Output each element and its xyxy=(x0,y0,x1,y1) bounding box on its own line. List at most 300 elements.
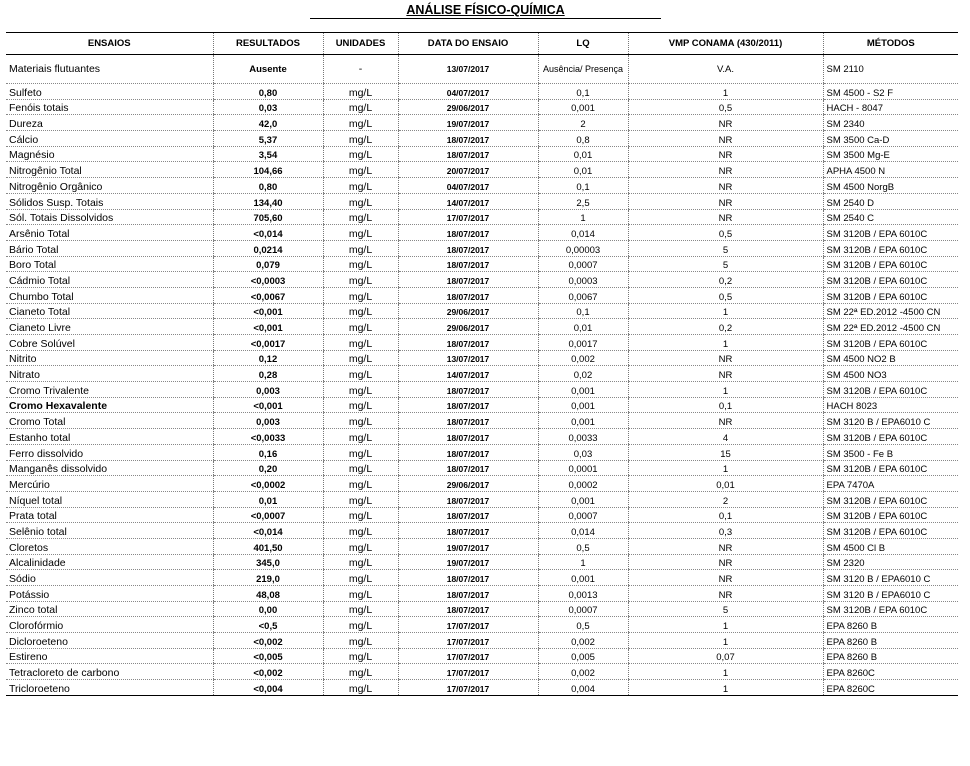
cell-data-ensaio: 18/07/2017 xyxy=(398,146,538,162)
cell-ensaio: Magnésio xyxy=(6,146,213,162)
cell-lq: 0,5 xyxy=(538,538,628,554)
cell-metodo: SM 3500 Ca-D xyxy=(823,131,958,147)
cell-unidade: mg/L xyxy=(323,366,398,382)
cell-ensaio: Estireno xyxy=(6,648,213,664)
cell-vmp: 0,2 xyxy=(628,319,823,335)
cell-vmp: NR xyxy=(628,209,823,225)
cell-data-ensaio: 18/07/2017 xyxy=(398,523,538,539)
header-row xyxy=(6,33,958,55)
table-row xyxy=(6,272,958,288)
cell-data-ensaio: 19/07/2017 xyxy=(398,538,538,554)
cell-unidade: mg/L xyxy=(323,178,398,194)
cell-data-ensaio: 18/07/2017 xyxy=(398,413,538,429)
table-row xyxy=(6,523,958,539)
table-row xyxy=(6,664,958,680)
cell-lq: 0,0013 xyxy=(538,586,628,602)
cell-metodo: SM 4500 NorgB xyxy=(823,178,958,194)
cell-resultado: <0,002 xyxy=(213,664,323,680)
cell-resultado: Ausente xyxy=(213,55,323,84)
cell-data-ensaio: 18/07/2017 xyxy=(398,491,538,507)
cell-resultado: 0,01 xyxy=(213,491,323,507)
cell-lq: 0,001 xyxy=(538,99,628,115)
cell-data-ensaio: 20/07/2017 xyxy=(398,162,538,178)
cell-unidade: mg/L xyxy=(323,413,398,429)
header-data-do-ensaio: DATA DO ENSAIO xyxy=(398,33,538,55)
cell-ensaio: Tetracloreto de carbono xyxy=(6,664,213,680)
cell-lq: 0,0067 xyxy=(538,287,628,303)
cell-vmp: 4 xyxy=(628,429,823,445)
table-row xyxy=(6,287,958,303)
cell-metodo: HACH - 8047 xyxy=(823,99,958,115)
cell-ensaio: Materiais flutuantes xyxy=(6,55,213,84)
cell-resultado: <0,0002 xyxy=(213,476,323,492)
table-row xyxy=(6,476,958,492)
table-row xyxy=(6,617,958,633)
cell-data-ensaio: 29/06/2017 xyxy=(398,319,538,335)
cell-unidade: mg/L xyxy=(323,225,398,241)
cell-resultado: <0,001 xyxy=(213,397,323,413)
cell-resultado: 0,16 xyxy=(213,444,323,460)
cell-vmp: 0,01 xyxy=(628,476,823,492)
cell-metodo: SM 3500 - Fe B xyxy=(823,444,958,460)
cell-unidade: mg/L xyxy=(323,507,398,523)
cell-lq: 0,005 xyxy=(538,648,628,664)
cell-vmp: NR xyxy=(628,350,823,366)
analysis-table xyxy=(6,32,958,696)
cell-resultado: <0,014 xyxy=(213,523,323,539)
cell-ensaio: Tricloroeteno xyxy=(6,680,213,696)
cell-unidade: mg/L xyxy=(323,84,398,100)
cell-metodo: HACH 8023 xyxy=(823,397,958,413)
cell-vmp: 1 xyxy=(628,680,823,696)
cell-resultado: 0,00 xyxy=(213,601,323,617)
cell-metodo: EPA 8260 B xyxy=(823,617,958,633)
cell-unidade: mg/L xyxy=(323,680,398,696)
cell-unidade: mg/L xyxy=(323,523,398,539)
cell-unidade: mg/L xyxy=(323,633,398,649)
cell-data-ensaio: 13/07/2017 xyxy=(398,350,538,366)
cell-lq: 0,001 xyxy=(538,491,628,507)
cell-vmp: 0,1 xyxy=(628,507,823,523)
table-row xyxy=(6,413,958,429)
table-row xyxy=(6,115,958,131)
cell-vmp: 0,5 xyxy=(628,99,823,115)
cell-ensaio: Boro Total xyxy=(6,256,213,272)
cell-vmp: 2 xyxy=(628,491,823,507)
cell-ensaio: Sódio xyxy=(6,570,213,586)
cell-vmp: NR xyxy=(628,178,823,194)
header-ensaios: ENSAIOS xyxy=(6,33,213,55)
cell-metodo: SM 3500 Mg-E xyxy=(823,146,958,162)
cell-unidade: mg/L xyxy=(323,162,398,178)
cell-lq: 0,0007 xyxy=(538,601,628,617)
cell-ensaio: Cromo Trivalente xyxy=(6,382,213,398)
table-row xyxy=(6,444,958,460)
cell-metodo: SM 3120 B / EPA6010 C xyxy=(823,586,958,602)
cell-lq: 0,001 xyxy=(538,570,628,586)
document-title: ANÁLISE FÍSICO-QUÍMICA xyxy=(310,3,661,19)
cell-resultado: <0,001 xyxy=(213,319,323,335)
cell-ensaio: Ferro dissolvido xyxy=(6,444,213,460)
cell-vmp: 0,5 xyxy=(628,287,823,303)
cell-vmp: 5 xyxy=(628,256,823,272)
cell-data-ensaio: 18/07/2017 xyxy=(398,397,538,413)
header-metodos: MÉTODOS xyxy=(823,33,958,55)
cell-data-ensaio: 18/07/2017 xyxy=(398,382,538,398)
cell-unidade: mg/L xyxy=(323,193,398,209)
cell-data-ensaio: 17/07/2017 xyxy=(398,617,538,633)
cell-lq: 0,001 xyxy=(538,382,628,398)
cell-ensaio: Estanho total xyxy=(6,429,213,445)
cell-lq: 0,00003 xyxy=(538,240,628,256)
cell-resultado: 219,0 xyxy=(213,570,323,586)
cell-metodo: APHA 4500 N xyxy=(823,162,958,178)
cell-lq: 0,0003 xyxy=(538,272,628,288)
cell-data-ensaio: 18/07/2017 xyxy=(398,335,538,351)
cell-metodo: SM 3120B / EPA 6010C xyxy=(823,601,958,617)
cell-data-ensaio: 18/07/2017 xyxy=(398,131,538,147)
cell-vmp: 1 xyxy=(628,84,823,100)
cell-data-ensaio: 17/07/2017 xyxy=(398,209,538,225)
cell-ensaio: Dicloroeteno xyxy=(6,633,213,649)
cell-data-ensaio: 18/07/2017 xyxy=(398,460,538,476)
cell-vmp: NR xyxy=(628,538,823,554)
table-row xyxy=(6,335,958,351)
cell-resultado: <0,0007 xyxy=(213,507,323,523)
cell-vmp: 0,07 xyxy=(628,648,823,664)
cell-vmp: 1 xyxy=(628,382,823,398)
cell-metodo: SM 3120B / EPA 6010C xyxy=(823,491,958,507)
table-row xyxy=(6,99,958,115)
cell-unidade: mg/L xyxy=(323,146,398,162)
cell-ensaio: Cromo Total xyxy=(6,413,213,429)
cell-data-ensaio: 19/07/2017 xyxy=(398,554,538,570)
cell-ensaio: Sól. Totais Dissolvidos xyxy=(6,209,213,225)
cell-resultado: 0,03 xyxy=(213,99,323,115)
cell-resultado: 0,80 xyxy=(213,178,323,194)
table-body xyxy=(6,55,958,696)
cell-resultado: <0,0033 xyxy=(213,429,323,445)
table-row xyxy=(6,491,958,507)
cell-ensaio: Cianeto Livre xyxy=(6,319,213,335)
cell-resultado: <0,5 xyxy=(213,617,323,633)
cell-vmp: V.A. xyxy=(628,55,823,84)
cell-data-ensaio: 18/07/2017 xyxy=(398,570,538,586)
cell-resultado: 42,0 xyxy=(213,115,323,131)
cell-vmp: 0,2 xyxy=(628,272,823,288)
cell-resultado: 3,54 xyxy=(213,146,323,162)
cell-data-ensaio: 18/07/2017 xyxy=(398,507,538,523)
cell-ensaio: Clorofórmio xyxy=(6,617,213,633)
cell-ensaio: Sulfeto xyxy=(6,84,213,100)
cell-resultado: <0,0067 xyxy=(213,287,323,303)
cell-ensaio: Nitrogênio Total xyxy=(6,162,213,178)
cell-lq: 0,014 xyxy=(538,225,628,241)
cell-resultado: <0,005 xyxy=(213,648,323,664)
cell-metodo: SM 22ª ED.2012 -4500 CN xyxy=(823,303,958,319)
cell-metodo: SM 3120B / EPA 6010C xyxy=(823,429,958,445)
cell-unidade: mg/L xyxy=(323,601,398,617)
table-row xyxy=(6,256,958,272)
cell-lq: 0,5 xyxy=(538,617,628,633)
table-row xyxy=(6,633,958,649)
cell-resultado: <0,014 xyxy=(213,225,323,241)
cell-data-ensaio: 18/07/2017 xyxy=(398,225,538,241)
cell-resultado: 705,60 xyxy=(213,209,323,225)
cell-metodo: SM 2340 xyxy=(823,115,958,131)
cell-vmp: 5 xyxy=(628,240,823,256)
cell-data-ensaio: 18/07/2017 xyxy=(398,287,538,303)
cell-resultado: 0,20 xyxy=(213,460,323,476)
cell-data-ensaio: 29/06/2017 xyxy=(398,476,538,492)
cell-ensaio: Potássio xyxy=(6,586,213,602)
cell-resultado: 0,079 xyxy=(213,256,323,272)
cell-vmp: 0,3 xyxy=(628,523,823,539)
table-row xyxy=(6,162,958,178)
cell-ensaio: Dureza xyxy=(6,115,213,131)
table-row xyxy=(6,648,958,664)
cell-metodo: SM 4500 NO2 B xyxy=(823,350,958,366)
cell-data-ensaio: 18/07/2017 xyxy=(398,444,538,460)
cell-lq: 0,0002 xyxy=(538,476,628,492)
cell-data-ensaio: 19/07/2017 xyxy=(398,115,538,131)
table-row xyxy=(6,303,958,319)
cell-ensaio: Selênio total xyxy=(6,523,213,539)
cell-metodo: SM 3120B / EPA 6010C xyxy=(823,256,958,272)
cell-metodo: EPA 8260 B xyxy=(823,648,958,664)
cell-vmp: 5 xyxy=(628,601,823,617)
cell-lq: 0,01 xyxy=(538,319,628,335)
cell-lq: 0,002 xyxy=(538,664,628,680)
cell-lq: 1 xyxy=(538,554,628,570)
header-lq: LQ xyxy=(538,33,628,55)
cell-vmp: NR xyxy=(628,162,823,178)
cell-metodo: SM 3120B / EPA 6010C xyxy=(823,523,958,539)
cell-ensaio: Fenóis totais xyxy=(6,99,213,115)
table-row xyxy=(6,507,958,523)
cell-data-ensaio: 18/07/2017 xyxy=(398,256,538,272)
cell-metodo: SM 3120B / EPA 6010C xyxy=(823,240,958,256)
cell-data-ensaio: 18/07/2017 xyxy=(398,601,538,617)
table-row xyxy=(6,382,958,398)
cell-unidade: mg/L xyxy=(323,335,398,351)
cell-resultado: 104,66 xyxy=(213,162,323,178)
cell-metodo: SM 3120B / EPA 6010C xyxy=(823,507,958,523)
cell-ensaio: Zinco total xyxy=(6,601,213,617)
cell-ensaio: Alcalinidade xyxy=(6,554,213,570)
cell-vmp: NR xyxy=(628,366,823,382)
table-row xyxy=(6,570,958,586)
cell-resultado: 0,003 xyxy=(213,382,323,398)
cell-resultado: <0,001 xyxy=(213,303,323,319)
table-row xyxy=(6,460,958,476)
cell-data-ensaio: 14/07/2017 xyxy=(398,193,538,209)
cell-unidade: mg/L xyxy=(323,476,398,492)
cell-data-ensaio: 04/07/2017 xyxy=(398,178,538,194)
cell-ensaio: Cianeto Total xyxy=(6,303,213,319)
cell-resultado: 0,28 xyxy=(213,366,323,382)
cell-resultado: 0,80 xyxy=(213,84,323,100)
cell-lq: 0,8 xyxy=(538,131,628,147)
header-vmp-conama: VMP CONAMA (430/2011) xyxy=(628,33,823,55)
cell-ensaio: Cobre Solúvel xyxy=(6,335,213,351)
cell-metodo: EPA 8260 B xyxy=(823,633,958,649)
cell-lq: Ausência/ Presença xyxy=(538,55,628,84)
table-row xyxy=(6,225,958,241)
cell-ensaio: Bário Total xyxy=(6,240,213,256)
cell-resultado: 0,003 xyxy=(213,413,323,429)
cell-vmp: NR xyxy=(628,146,823,162)
cell-lq: 2,5 xyxy=(538,193,628,209)
cell-lq: 0,03 xyxy=(538,444,628,460)
cell-unidade: - xyxy=(323,55,398,84)
table-row xyxy=(6,319,958,335)
header-resultados: RESULTADOS xyxy=(213,33,323,55)
table-row xyxy=(6,680,958,696)
cell-resultado: 345,0 xyxy=(213,554,323,570)
cell-data-ensaio: 13/07/2017 xyxy=(398,55,538,84)
cell-lq: 0,1 xyxy=(538,303,628,319)
cell-lq: 0,001 xyxy=(538,397,628,413)
cell-metodo: SM 3120B / EPA 6010C xyxy=(823,460,958,476)
cell-lq: 0,1 xyxy=(538,84,628,100)
cell-ensaio: Nitrato xyxy=(6,366,213,382)
cell-data-ensaio: 18/07/2017 xyxy=(398,586,538,602)
cell-unidade: mg/L xyxy=(323,131,398,147)
table-row xyxy=(6,178,958,194)
cell-unidade: mg/L xyxy=(323,272,398,288)
cell-lq: 0,0001 xyxy=(538,460,628,476)
cell-metodo: SM 2110 xyxy=(823,55,958,84)
cell-vmp: 1 xyxy=(628,617,823,633)
cell-lq: 0,0007 xyxy=(538,256,628,272)
table-row xyxy=(6,350,958,366)
cell-lq: 0,004 xyxy=(538,680,628,696)
cell-data-ensaio: 14/07/2017 xyxy=(398,366,538,382)
cell-data-ensaio: 18/07/2017 xyxy=(398,429,538,445)
cell-lq: 0,01 xyxy=(538,146,628,162)
table-row xyxy=(6,193,958,209)
cell-vmp: 1 xyxy=(628,664,823,680)
cell-unidade: mg/L xyxy=(323,287,398,303)
cell-lq: 2 xyxy=(538,115,628,131)
cell-vmp: NR xyxy=(628,193,823,209)
cell-lq: 0,01 xyxy=(538,162,628,178)
cell-lq: 0,02 xyxy=(538,366,628,382)
cell-data-ensaio: 29/06/2017 xyxy=(398,303,538,319)
cell-ensaio: Manganês dissolvido xyxy=(6,460,213,476)
cell-ensaio: Cálcio xyxy=(6,131,213,147)
cell-metodo: SM 3120B / EPA 6010C xyxy=(823,382,958,398)
cell-lq: 0,002 xyxy=(538,350,628,366)
table-row xyxy=(6,55,958,84)
cell-unidade: mg/L xyxy=(323,444,398,460)
cell-unidade: mg/L xyxy=(323,240,398,256)
table-row xyxy=(6,84,958,100)
cell-unidade: mg/L xyxy=(323,429,398,445)
table-row xyxy=(6,397,958,413)
cell-metodo: SM 3120 B / EPA6010 C xyxy=(823,413,958,429)
cell-resultado: 48,08 xyxy=(213,586,323,602)
cell-unidade: mg/L xyxy=(323,382,398,398)
cell-vmp: 1 xyxy=(628,335,823,351)
cell-metodo: SM 3120B / EPA 6010C xyxy=(823,335,958,351)
cell-ensaio: Cádmio Total xyxy=(6,272,213,288)
cell-unidade: mg/L xyxy=(323,209,398,225)
cell-lq: 1 xyxy=(538,209,628,225)
cell-ensaio: Mercúrio xyxy=(6,476,213,492)
cell-metodo: SM 2320 xyxy=(823,554,958,570)
cell-data-ensaio: 17/07/2017 xyxy=(398,648,538,664)
cell-ensaio: Níquel total xyxy=(6,491,213,507)
cell-vmp: NR xyxy=(628,570,823,586)
table-row xyxy=(6,131,958,147)
cell-vmp: 15 xyxy=(628,444,823,460)
cell-data-ensaio: 18/07/2017 xyxy=(398,272,538,288)
cell-unidade: mg/L xyxy=(323,491,398,507)
table-row xyxy=(6,601,958,617)
cell-lq: 0,0007 xyxy=(538,507,628,523)
cell-vmp: 1 xyxy=(628,303,823,319)
cell-data-ensaio: 17/07/2017 xyxy=(398,664,538,680)
cell-lq: 0,0017 xyxy=(538,335,628,351)
cell-resultado: 0,0214 xyxy=(213,240,323,256)
cell-lq: 0,002 xyxy=(538,633,628,649)
cell-vmp: NR xyxy=(628,115,823,131)
cell-ensaio: Cloretos xyxy=(6,538,213,554)
cell-vmp: 1 xyxy=(628,633,823,649)
cell-unidade: mg/L xyxy=(323,460,398,476)
table-row xyxy=(6,240,958,256)
cell-unidade: mg/L xyxy=(323,256,398,272)
cell-unidade: mg/L xyxy=(323,115,398,131)
cell-resultado: 5,37 xyxy=(213,131,323,147)
cell-ensaio: Prata total xyxy=(6,507,213,523)
table-row xyxy=(6,209,958,225)
cell-unidade: mg/L xyxy=(323,350,398,366)
cell-resultado: <0,0003 xyxy=(213,272,323,288)
table-row xyxy=(6,538,958,554)
cell-unidade: mg/L xyxy=(323,648,398,664)
cell-unidade: mg/L xyxy=(323,554,398,570)
cell-vmp: NR xyxy=(628,586,823,602)
cell-data-ensaio: 17/07/2017 xyxy=(398,633,538,649)
cell-unidade: mg/L xyxy=(323,664,398,680)
cell-vmp: 0,5 xyxy=(628,225,823,241)
cell-vmp: NR xyxy=(628,554,823,570)
cell-lq: 0,014 xyxy=(538,523,628,539)
table-row xyxy=(6,146,958,162)
cell-resultado: 0,12 xyxy=(213,350,323,366)
cell-metodo: SM 4500 NO3 xyxy=(823,366,958,382)
cell-unidade: mg/L xyxy=(323,586,398,602)
cell-vmp: NR xyxy=(628,131,823,147)
table-row xyxy=(6,366,958,382)
cell-lq: 0,1 xyxy=(538,178,628,194)
cell-lq: 0,0033 xyxy=(538,429,628,445)
cell-unidade: mg/L xyxy=(323,538,398,554)
cell-metodo: SM 3120B / EPA 6010C xyxy=(823,272,958,288)
cell-unidade: mg/L xyxy=(323,397,398,413)
cell-metodo: EPA 8260C xyxy=(823,680,958,696)
cell-vmp: 1 xyxy=(628,460,823,476)
cell-metodo: EPA 7470A xyxy=(823,476,958,492)
cell-metodo: SM 3120B / EPA 6010C xyxy=(823,287,958,303)
cell-unidade: mg/L xyxy=(323,617,398,633)
cell-metodo: SM 3120 B / EPA6010 C xyxy=(823,570,958,586)
cell-metodo: SM 3120B / EPA 6010C xyxy=(823,225,958,241)
table-row xyxy=(6,429,958,445)
